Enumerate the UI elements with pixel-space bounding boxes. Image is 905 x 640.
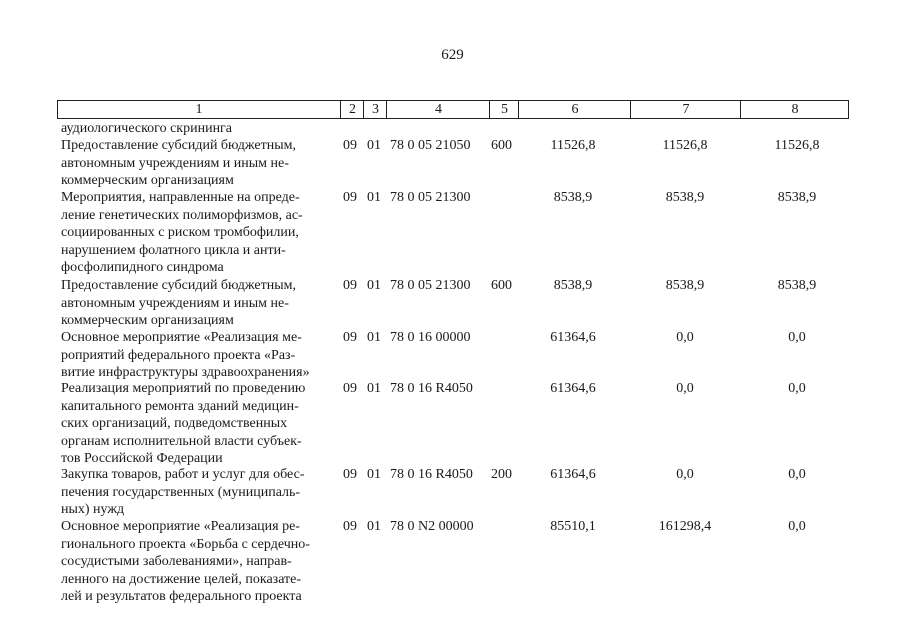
header-col-1: 1 <box>195 102 203 117</box>
desc-line: ских организаций, подведомственных <box>61 416 288 431</box>
desc-line: Предоставление субсидий бюджетным, <box>61 138 297 153</box>
section-code: 09 <box>343 330 357 345</box>
row-description <box>61 518 332 606</box>
subsection-code: 01 <box>367 519 381 534</box>
header-col-5: 5 <box>489 101 519 118</box>
page-number: 629 <box>441 47 464 63</box>
header-col-7: 7 <box>630 101 741 118</box>
row-description <box>61 329 332 382</box>
header-col-6: 6 <box>518 101 631 118</box>
section-code: 09 <box>343 519 357 534</box>
amount-col-6: 61364,6 <box>550 330 596 345</box>
desc-line: ленного на достижение целей, показате- <box>61 571 302 587</box>
header-col-4: 4 <box>386 101 490 118</box>
amount-col-7: 0,0 <box>676 467 694 482</box>
desc-line: нарушением фолатного цикла и анти- <box>61 242 286 258</box>
row-description <box>61 277 332 330</box>
desc-line: капитального ремонта зданий медицин- <box>61 398 299 414</box>
amount-col-6: 11526,8 <box>550 138 596 153</box>
amount-col-8: 8538,9 <box>777 278 817 293</box>
desc-line: коммерческим организациям <box>61 313 234 328</box>
expense-type-code: 600 <box>491 278 512 293</box>
target-article-code: 78 0 N2 00000 <box>390 519 474 534</box>
target-article-code: 78 0 05 21050 <box>390 138 471 153</box>
desc-line: витие инфраструктуры здравоохранения» <box>61 365 310 380</box>
target-article-code: 78 0 16 R4050 <box>390 467 473 482</box>
header-col-3: 3 <box>363 101 387 118</box>
target-article-code: 78 0 05 21300 <box>390 190 471 205</box>
subsection-code: 01 <box>367 467 381 482</box>
amount-col-6: 8538,9 <box>553 278 593 293</box>
desc-line: Основное мероприятие «Реализация ме- <box>61 330 302 345</box>
amount-col-6: 61364,6 <box>550 467 596 482</box>
amount-col-8: 0,0 <box>788 330 806 345</box>
row-description <box>61 189 332 277</box>
desc-line: Предоставление субсидий бюджетным, <box>61 278 297 293</box>
row-description <box>61 380 332 468</box>
amount-col-8: 8538,9 <box>777 190 817 205</box>
expense-type-code: 600 <box>491 138 512 153</box>
amount-col-8: 0,0 <box>788 519 806 534</box>
subsection-code: 01 <box>367 190 381 205</box>
desc-line: Реализация мероприятий по проведению <box>61 381 306 396</box>
desc-line: автономным учреждениям и иным не- <box>61 295 289 311</box>
section-code: 09 <box>343 381 357 396</box>
header-col-8: 8 <box>740 101 849 118</box>
target-article-code: 78 0 16 R4050 <box>390 381 473 396</box>
row-description <box>61 466 332 519</box>
amount-col-8: 0,0 <box>788 381 806 396</box>
desc-line: Мероприятия, направленные на опреде- <box>61 190 300 205</box>
desc-line: печения государственных (муниципаль- <box>61 484 301 500</box>
subsection-code: 01 <box>367 330 381 345</box>
desc-line: фосфолипидного синдрома <box>61 260 224 275</box>
subsection-code: 01 <box>367 278 381 293</box>
amount-col-7: 0,0 <box>676 330 694 345</box>
desc-line: сосудистыми заболеваниями», направ- <box>61 554 292 569</box>
section-code: 09 <box>343 467 357 482</box>
amount-col-7: 8538,9 <box>665 190 705 205</box>
desc-line: тов Российской Федерации <box>61 451 223 466</box>
row-description <box>61 120 332 138</box>
desc-line: органам исполнительной власти субъек- <box>61 433 302 449</box>
section-code: 09 <box>343 138 357 153</box>
target-article-code: 78 0 05 21300 <box>390 278 471 293</box>
subsection-code: 01 <box>367 138 381 153</box>
section-code: 09 <box>343 278 357 293</box>
desc-line: лей и результатов федерального проекта <box>61 589 302 604</box>
desc-line: автономным учреждениям и иным не- <box>61 155 289 171</box>
desc-line: роприятий федерального проекта «Раз- <box>61 347 296 363</box>
amount-col-7: 8538,9 <box>665 278 705 293</box>
amount-col-8: 0,0 <box>788 467 806 482</box>
amount-col-6: 85510,1 <box>550 519 596 534</box>
desc-line: коммерческим организациям <box>61 173 234 188</box>
desc-line: гионального проекта «Борьба с сердечно- <box>61 536 310 552</box>
amount-col-6: 61364,6 <box>550 381 596 396</box>
desc-line: Закупка товаров, работ и услуг для обес- <box>61 467 305 482</box>
target-article-code: 78 0 16 00000 <box>390 330 471 345</box>
amount-col-7: 0,0 <box>676 381 694 396</box>
subsection-code: 01 <box>367 381 381 396</box>
row-description <box>61 137 332 190</box>
desc-line: социированных с риском тромбофилии, <box>61 225 299 240</box>
amount-col-8: 11526,8 <box>774 138 820 153</box>
table-header <box>57 100 849 119</box>
desc-line: ление генетических полиморфизмов, ас- <box>61 207 303 223</box>
amount-col-7: 161298,4 <box>658 519 712 534</box>
desc-line: аудиологического скрининга <box>61 121 233 136</box>
desc-line: Основное мероприятие «Реализация ре- <box>61 519 300 534</box>
header-col-2: 2 <box>340 101 364 118</box>
amount-col-7: 11526,8 <box>662 138 708 153</box>
expense-type-code: 200 <box>491 467 512 482</box>
amount-col-6: 8538,9 <box>553 190 593 205</box>
section-code: 09 <box>343 190 357 205</box>
desc-line: ных) нужд <box>61 502 125 517</box>
